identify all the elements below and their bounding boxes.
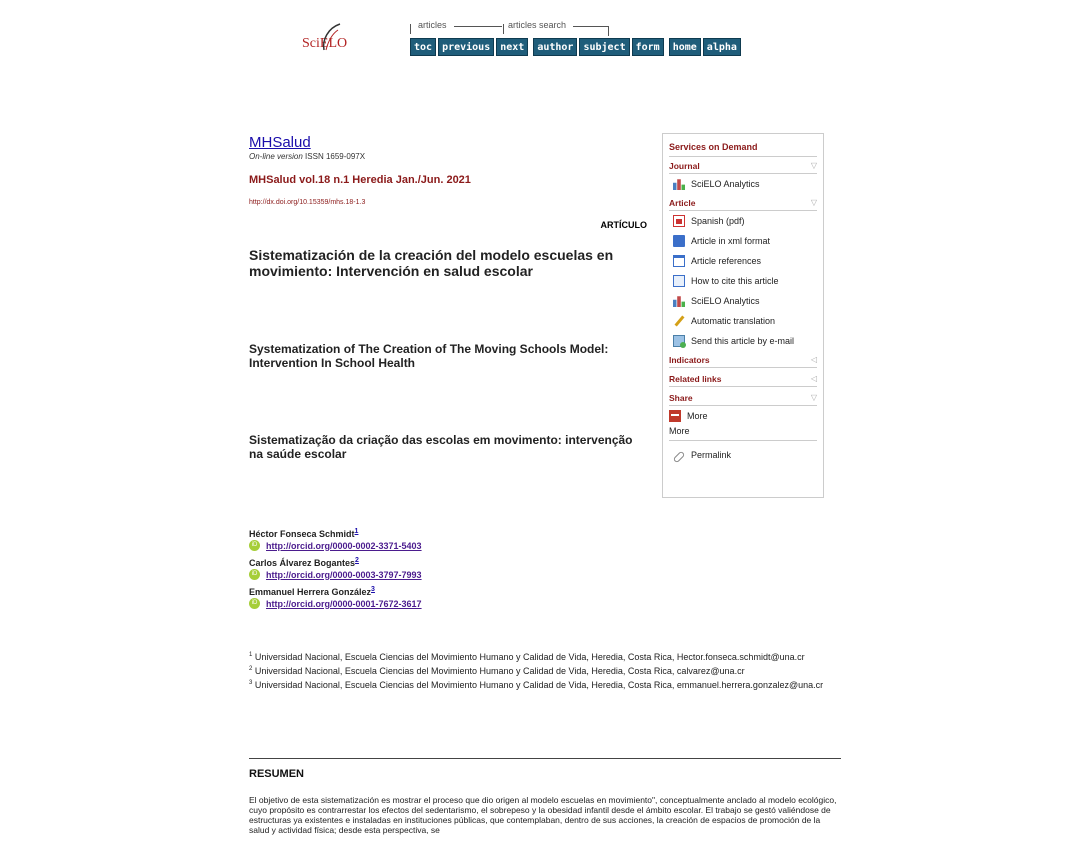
alpha-button[interactable]: alpha [703, 38, 741, 56]
issn-line [249, 152, 365, 161]
pdf-icon [673, 215, 685, 227]
affiliations [249, 650, 849, 692]
article-analytics-link[interactable]: SciELO Analytics [669, 291, 817, 311]
share-icon [669, 410, 681, 422]
toc-button[interactable]: toc [410, 38, 436, 56]
chevron-down-icon: ▽ [810, 198, 817, 207]
issn-prefix: On-line version [249, 152, 303, 161]
issn-value: ISSN 1659-097X [305, 152, 366, 161]
services-title: Services on Demand [669, 142, 817, 157]
permalink-link[interactable]: Permalink [669, 445, 817, 465]
scielo-logo[interactable] [302, 22, 362, 62]
logo-text: SciELO [302, 36, 348, 51]
references-icon [673, 255, 685, 267]
form-button[interactable]: form [632, 38, 664, 56]
doi-link[interactable]: http://dx.doi.org/10.15359/mhs.18-1.3 [249, 199, 366, 206]
title-portuguese: Sistematização da criação das escolas em movimento: intervenção na saúde escolar [249, 433, 633, 461]
journal-link[interactable]: MHSalud [249, 134, 311, 151]
chevron-down-icon: ▽ [810, 161, 817, 170]
orcid-icon: iD [249, 569, 260, 580]
author-item [249, 528, 649, 551]
title-spanish: Sistematización de la creación del modelo escuelas en movimiento: Intervención en salud escolar [249, 247, 614, 279]
group-label-articles: articles [418, 20, 447, 30]
issue-info: MHSalud vol.18 n.1 Heredia Jan./Jun. 2021 [249, 174, 471, 186]
affiliation-item: $^2$ Universidad Nacional, Escuela Ciencias del Movimiento Humano y Calidad de Vida, Heredia, Costa Rica, calvarez@una.cr [249, 666, 745, 676]
orcid-link[interactable]: http://orcid.org/0000-0002-3371-5403 [266, 540, 422, 551]
author-button[interactable]: author [533, 38, 577, 56]
author-name: Carlos Álvarez Bogantes [249, 558, 356, 568]
xml-format-link[interactable]: Article in xml format [669, 231, 817, 251]
orcid-link[interactable]: http://orcid.org/0000-0003-3797-7993 [266, 569, 422, 580]
share-section-toggle[interactable]: Share ▽ [669, 393, 817, 406]
link-icon [673, 450, 686, 463]
chevron-left-icon: ◁ [810, 355, 817, 364]
home-button[interactable]: home [669, 38, 701, 56]
next-button[interactable]: next [496, 38, 528, 56]
author-name: Héctor Fonseca Schmidt [249, 529, 355, 539]
authors-list [249, 528, 649, 615]
send-email-link[interactable]: Send this article by e-mail [669, 331, 817, 351]
affiliation-ref-link[interactable]: 1 [354, 528, 359, 535]
related-links-section-toggle[interactable]: Related links ◁ [669, 374, 817, 387]
previous-button[interactable]: previous [438, 38, 494, 56]
services-sidebar [662, 133, 824, 498]
chevron-left-icon: ◁ [810, 374, 817, 383]
cite-icon [673, 275, 685, 287]
affiliation-item: $^1$ Universidad Nacional, Escuela Ciencias del Movimiento Humano y Calidad de Vida, Heredia, Costa Rica, Hector.fonseca.schmidt@una.cr [249, 652, 805, 662]
affiliation-ref-link[interactable]: 2 [355, 557, 359, 564]
indicators-section-toggle[interactable]: Indicators ◁ [669, 355, 817, 368]
chevron-down-icon: ▽ [810, 393, 817, 402]
analytics-icon [673, 295, 685, 307]
article-section-toggle[interactable]: Article ▽ [669, 198, 817, 211]
section-label: ARTÍCULO [600, 220, 647, 230]
orcid-icon: iD [249, 540, 260, 551]
spanish-pdf-link[interactable]: Spanish (pdf) [669, 211, 817, 231]
journal-section-toggle[interactable]: Journal ▽ [669, 161, 817, 174]
author-item [249, 557, 649, 580]
subject-button[interactable]: subject [579, 38, 629, 56]
orcid-icon: iD [249, 598, 260, 609]
article-references-link[interactable]: Article references [669, 251, 817, 271]
abstract-text: El objetivo de esta sistematización es mostrar el proceso que dio origen al modelo escuelas en movimiento", conceptualmente anclado al modelo ecológico, cuyo propósito es contrarrestar los efectos del sedentarismo, el sobrepeso y la obesidad infantil desde el ámbito escolar. El trabajo se gestó valiéndose de estructuras ya existentes e instaladas en instituciones públicas, que contemplaban, dentro de sus acciones, la creación de espacios de promoción de la salud y actividad física; desde esta perspectiva, se [249, 795, 837, 835]
title-english: Systematization of The Creation of The Moving Schools Model: Intervention In School Health [249, 342, 609, 370]
logo-swoosh-icon [320, 22, 342, 52]
email-icon [673, 335, 685, 347]
author-name: Emmanuel Herrera González [249, 587, 372, 597]
share-more-button[interactable]: More [669, 408, 817, 424]
xml-icon [673, 235, 685, 247]
translate-icon [673, 315, 685, 327]
automatic-translation-link[interactable]: Automatic translation [669, 311, 817, 331]
orcid-link[interactable]: http://orcid.org/0000-0001-7672-3617 [266, 598, 422, 609]
abstract-heading: RESUMEN [249, 768, 305, 780]
author-item [249, 586, 649, 609]
divider [249, 758, 841, 759]
journal-analytics-link[interactable]: SciELO Analytics [669, 174, 817, 194]
analytics-icon [673, 178, 685, 190]
share-more-link[interactable]: More [669, 426, 690, 436]
affiliation-ref-link[interactable]: 3 [371, 586, 375, 593]
nav-buttons [410, 38, 743, 56]
affiliation-item: $^3$ Universidad Nacional, Escuela Ciencias del Movimiento Humano y Calidad de Vida, Heredia, Costa Rica, emmanuel.herrera.gonzalez@una.cr [249, 680, 824, 690]
group-label-articles-search: articles search [508, 20, 567, 30]
how-to-cite-link[interactable]: How to cite this article [669, 271, 817, 291]
